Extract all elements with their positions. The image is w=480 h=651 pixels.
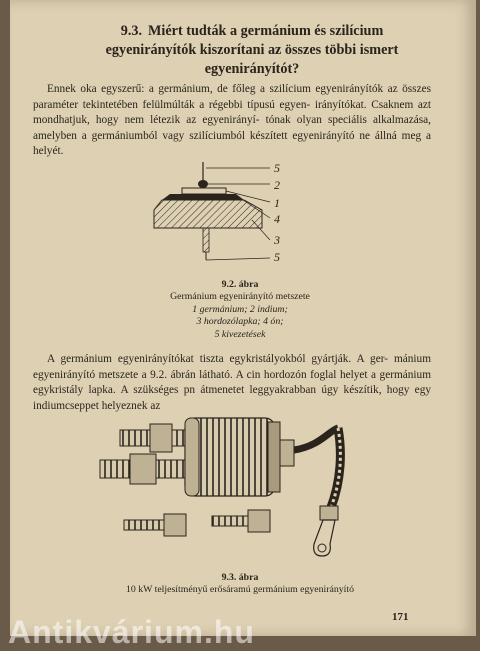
paragraph-2-line: foglal helyet a germánium egykristály lapka. A szükséges pn átmenetet	[33, 368, 431, 396]
carrier-plate	[154, 200, 262, 228]
paragraph-1-line: tónak olyan speciális alkalmazása, amelyben a germániumból vagy	[33, 114, 431, 142]
paragraph-1-line: Ennek oka egyszerű: a germánium, de főleg a szilícium egyenirányítók	[47, 83, 384, 95]
section-heading	[72, 22, 432, 79]
label-2: 2	[274, 178, 280, 192]
tin-layer	[162, 194, 244, 200]
output-cable	[280, 428, 340, 520]
figure-9-3-caption	[70, 572, 410, 597]
paragraph-2-line: A germánium egyenirányítókat tiszta egykristályokból gyártják. A ger-	[47, 353, 389, 365]
section-number: 9.3.	[120, 23, 143, 39]
watermark: Antikvárium.hu	[8, 614, 255, 650]
paragraph-1-line: az összes paraméter tekintetében felülmúlták a régebbi típusú egyen-	[33, 83, 431, 111]
germanium-chip	[182, 188, 226, 194]
label-4: 4	[274, 212, 280, 226]
label-1: 1	[274, 196, 280, 210]
paragraph-1	[33, 82, 431, 160]
paragraph-2	[33, 352, 431, 414]
label-5-top: 5	[274, 161, 280, 175]
upper-stud-connector	[120, 424, 188, 452]
section-title-line-2: egyenirányítók kiszorítani az összes többi ismert	[105, 42, 399, 58]
section-title-line-1: Miért tudták a germánium és szilícium	[148, 23, 384, 39]
label-3: 3	[274, 233, 280, 247]
bottom-lead	[203, 228, 209, 252]
figure-9-2-caption-line: 1 germánium; 2 indium;	[192, 303, 288, 315]
book-page	[10, 0, 476, 636]
figure-9-2-diagram	[140, 160, 300, 272]
loose-fitting-left	[124, 514, 186, 536]
figure-9-3-caption-text: 10 kW teljesítményű erősáramú germánium egyenirányító	[125, 584, 355, 596]
paragraph-2-line: leggyakrabban úgy készítik, hogy egy indiumcseppet helyeznek az	[33, 384, 431, 412]
figure-9-2-caption-line: 3 hordozólapka; 4 ón;	[196, 316, 284, 328]
paragraph-1-line: szilíciumból készített egyenirányító ne állná meg a helyét.	[33, 129, 431, 157]
paragraph-2-line: mánium egyenirányító metszete a 9.2. ábrán látható. A cin hordozón	[33, 353, 431, 381]
paragraph-1-line: irányítókat. Csaknem azt mondhatjuk, hogy nem létezik az egyenirányí-	[33, 98, 432, 126]
finned-housing	[185, 418, 280, 496]
label-5-bottom: 5	[274, 250, 280, 264]
page-number: 171	[392, 611, 409, 623]
figure-9-3-drawing	[80, 410, 380, 568]
indium-dot	[198, 180, 208, 188]
figure-9-2-caption	[110, 279, 370, 341]
figure-9-2-caption-line: Germánium egyenirányító metszete	[170, 291, 310, 303]
figure-9-3-title: 9.3. ábra	[221, 572, 259, 583]
section-title-line-3: egyenirányítót?	[204, 61, 300, 77]
lower-stud-connector	[100, 454, 186, 484]
figure-9-2-caption-line: 5 kivezetések	[214, 328, 266, 340]
cable-lug	[314, 520, 335, 556]
heading-line-1	[72, 22, 432, 41]
figure-9-2-title: 9.2. ábra	[221, 279, 259, 290]
loose-fitting-right	[212, 510, 270, 532]
